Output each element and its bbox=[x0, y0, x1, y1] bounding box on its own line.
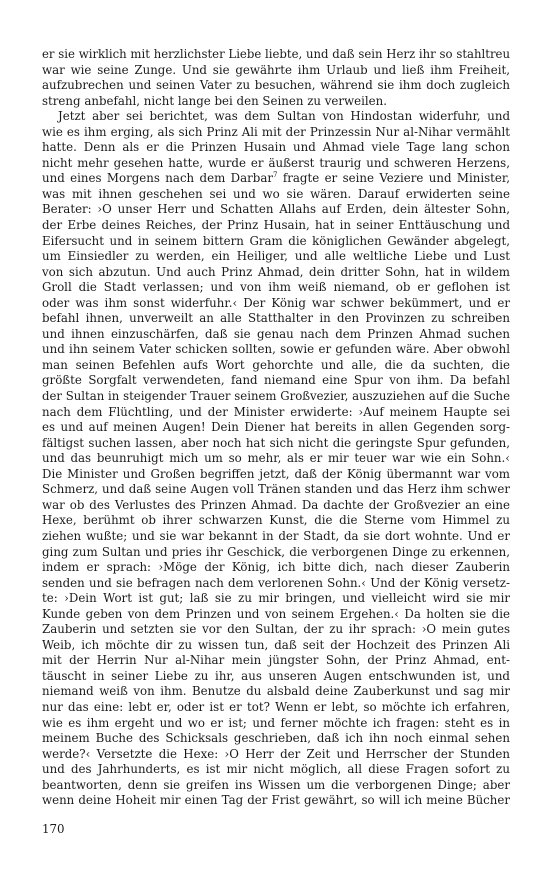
text-line bbox=[42, 140, 510, 156]
text-line-content: und ihn seinem Vater schicken sollten, sowie er gefunden wäre. Aber obwohl bbox=[42, 342, 510, 357]
text-line bbox=[42, 280, 510, 296]
text-line-continuation: fragte er seine Veziere und Minister, bbox=[277, 171, 510, 186]
text-line bbox=[42, 218, 510, 234]
text-line bbox=[42, 467, 510, 483]
text-line-content: war wie seine Zunge. Und sie gewährte ihm Urlaub und ließ ihm Freiheit, bbox=[42, 62, 510, 77]
text-line-content: Schmerz, und daß seine Augen voll Tränen standen und das Herz ihm schwer bbox=[42, 482, 510, 497]
text-line bbox=[42, 187, 510, 203]
text-line-content: Hexe, berühmt ob ihrer schwarzen Kunst, die die Sterne vom Himmel zu bbox=[42, 513, 510, 528]
text-line bbox=[42, 389, 510, 405]
text-line bbox=[42, 234, 510, 250]
text-line bbox=[42, 684, 510, 700]
text-line-content: um Einsiedler zu werden, ein Heiliger, und alle weltliche Liebe und Lust bbox=[42, 249, 510, 264]
text-line-content: war ob des Verlustes des Prinzen Ahmad. Da dachte der Großvezier an eine bbox=[42, 497, 510, 512]
text-line-content: wie es ihm ergeht und wo er ist; und ferner möchte ich fragen: steht es in bbox=[42, 715, 510, 730]
text-line-content: und ihnen einzuschärfen, daß sie genau nach dem Prinzen Ahmad suchen bbox=[42, 326, 510, 341]
text-line-content: von sich abzutun. Und auch Prinz Ahmad, dein dritter Sohn, hat in wildem bbox=[42, 264, 510, 279]
text-line-content: täuscht in seiner Liebe zu ihr, aus unseren Augen entschwunden ist, und bbox=[42, 668, 510, 683]
text-line bbox=[42, 669, 510, 685]
text-line-content: nicht mehr gesehen hatte, wurde er äußerst traurig und schweren Herzens, bbox=[42, 155, 510, 170]
text-line-content: ging zum Sultan und pries ihr Geschick, die verborgenen Dinge zu erkennen, bbox=[42, 544, 510, 559]
text-line bbox=[42, 498, 510, 514]
text-line bbox=[42, 560, 510, 576]
page-number: 170 bbox=[42, 822, 65, 836]
text-line-content: Groll die Stadt verlassen; und von ihm weiß niemand, ob er geflohen ist bbox=[42, 280, 510, 295]
text-line-content: und des Jahrhunderts, es ist mir nicht möglich, all diese Fragen sofort zu bbox=[42, 762, 510, 777]
text-line-content: der Erbe deines Reiches, der Prinz Husain, hat in seiner Enttäuschung und bbox=[42, 218, 510, 233]
text-line bbox=[42, 529, 510, 545]
text-line bbox=[42, 420, 510, 436]
footnote-marker: 7 bbox=[273, 171, 278, 180]
text-line bbox=[42, 793, 510, 809]
text-line bbox=[42, 513, 510, 529]
text-line bbox=[42, 109, 510, 125]
text-line-content: Berater: ›O unser Herr und Schatten Allahs auf Erden, dein ältester Sohn, bbox=[42, 202, 510, 217]
text-line bbox=[42, 156, 510, 172]
text-line-content: und eines Morgens nach dem Darbar bbox=[42, 171, 274, 186]
text-line bbox=[42, 762, 510, 778]
text-line bbox=[42, 78, 510, 94]
text-line-content: wenn deine Hoheit mir einen Tag der Frist gewährt, so will ich meine Bücher bbox=[42, 793, 510, 808]
text-line-content: man seinen Befehlen aufs Wort gehorchte und alle, die da suchten, die bbox=[42, 357, 510, 372]
text-line-content: indem er sprach: ›Möge der König, ich bitte dich, nach dieser Zauberin bbox=[42, 560, 510, 575]
text-line-content: Kunde geben von dem Prinzen und von seinem Ergehen.‹ Da holten sie die bbox=[42, 606, 510, 621]
text-line-content: Die Minister und Großen begriffen jetzt, daß der König übermannt war vom bbox=[42, 466, 510, 481]
text-line bbox=[42, 296, 510, 312]
text-line bbox=[42, 607, 510, 623]
text-line-content: senden und sie befragen nach dem verlorenen Sohn.‹ Und der König versetz- bbox=[42, 575, 510, 590]
text-line-content: Weib, ich möchte dir zu wissen tun, daß seit der Hochzeit des Prinzen Ali bbox=[42, 637, 510, 652]
text-line-content: was mit ihnen geschehen sei und wo sie wären. Darauf erwiderten seine bbox=[42, 186, 510, 201]
text-line-content: oder was ihm sonst widerfuhr.‹ Der König war schwer bekümmert, und er bbox=[42, 295, 510, 310]
text-line-content: Zauberin und setzten sie vor den Sultan, der zu ihr sprach: ›O mein gutes bbox=[42, 622, 510, 637]
text-line bbox=[42, 125, 510, 141]
text-line-content: Jetzt aber sei berichtet, was dem Sultan von Hindostan widerfuhr, und bbox=[58, 109, 510, 124]
text-line-content: er sie wirklich mit herzlichster Liebe liebte, und daß sein Herz ihr so stahltreu bbox=[42, 47, 510, 61]
text-line bbox=[42, 327, 510, 343]
text-line-content: befahl ihnen, unverweilt an alle Statthalter in den Provinzen zu schreiben bbox=[42, 311, 510, 326]
text-line-content: meinem Buche des Schicksals geschrieben, daß ich ihn noch einmal sehen bbox=[42, 731, 510, 746]
text-line bbox=[42, 482, 510, 498]
text-line bbox=[42, 700, 510, 716]
body-text bbox=[42, 47, 510, 809]
text-line bbox=[42, 358, 510, 374]
text-line-content: mit der Herrin Nur al-Nihar mein jüngster Sohn, der Prinz Ahmad, ent- bbox=[42, 653, 510, 668]
text-line-content: beantworten, denn sie greifen ins Wissen um die verborgenen Dinge; aber bbox=[42, 777, 510, 792]
text-line-content: aufzubrechen und seinen Vater zu besuchen, während sie ihm doch zugleich bbox=[42, 78, 510, 93]
text-line bbox=[42, 451, 510, 467]
text-line bbox=[42, 47, 510, 63]
text-line-content: nur das eine: lebt er, oder ist er tot? Wenn er lebt, so möchte ich erfahren, bbox=[42, 699, 510, 714]
text-line bbox=[42, 716, 510, 732]
text-line bbox=[42, 265, 510, 281]
text-line-content: te: ›Dein Wort ist gut; laß sie zu mir bringen, und vielleicht wird sie mir bbox=[42, 591, 510, 606]
text-line-content: es und auf meinen Augen! Dein Diener hat bereits in allen Gegenden sorg- bbox=[42, 420, 510, 435]
text-line bbox=[42, 545, 510, 561]
text-line bbox=[42, 373, 510, 389]
text-line bbox=[42, 731, 510, 747]
text-line bbox=[42, 405, 510, 421]
text-line bbox=[42, 436, 510, 452]
text-line bbox=[42, 94, 510, 110]
text-line-content: wie es ihm erging, als sich Prinz Ali mit der Prinzessin Nur al-Nihar vermählt bbox=[42, 124, 510, 139]
text-line-content: werde?‹ Versetzte die Hexe: ›O Herr der Zeit und Herrscher der Stunden bbox=[42, 746, 510, 761]
text-line bbox=[42, 311, 510, 327]
text-line bbox=[42, 778, 510, 794]
text-line-content: hatte. Denn als er die Prinzen Husain und Ahmad viele Tage lang schon bbox=[42, 140, 510, 155]
text-line bbox=[42, 576, 510, 592]
text-line-content: fältigst suchen lassen, aber noch hat sich nicht die geringste Spur gefunden, bbox=[42, 435, 510, 450]
text-line bbox=[42, 638, 510, 654]
text-line-content: streng anbefahl, nicht lange bei den Seinen zu verweilen. bbox=[42, 93, 388, 108]
text-line bbox=[42, 622, 510, 638]
text-line-content: niemand weiß von ihm. Benutze du alsbald deine Zauberkunst und sag mir bbox=[42, 684, 510, 699]
text-line bbox=[42, 653, 510, 669]
text-line bbox=[42, 747, 510, 763]
text-line-content: größte Sorgfalt verwendeten, fand niemand eine Spur von ihm. Da befahl bbox=[42, 373, 510, 388]
text-line-content: der Sultan in steigender Trauer seinem Großvezier, auszuziehen auf die Suche bbox=[42, 389, 510, 404]
text-line bbox=[42, 591, 510, 607]
text-line bbox=[42, 342, 510, 358]
text-line bbox=[42, 202, 510, 218]
text-line bbox=[42, 63, 510, 79]
text-line-content: und das beunruhigt mich um so mehr, als er mir teuer war wie ein Sohn.‹ bbox=[42, 451, 510, 466]
text-line-content: Eifersucht und in seinem bittern Gram die königlichen Gewänder abgelegt, bbox=[42, 233, 510, 248]
text-line bbox=[42, 249, 510, 265]
text-line-content: nach dem Flüchtling, und der Minister erwiderte: ›Auf meinem Haupte sei bbox=[42, 404, 510, 419]
text-line bbox=[42, 171, 510, 187]
text-line-content: ziehen wußte; und sie war bekannt in der Stadt, da sie dort wohnte. Und er bbox=[42, 528, 510, 543]
